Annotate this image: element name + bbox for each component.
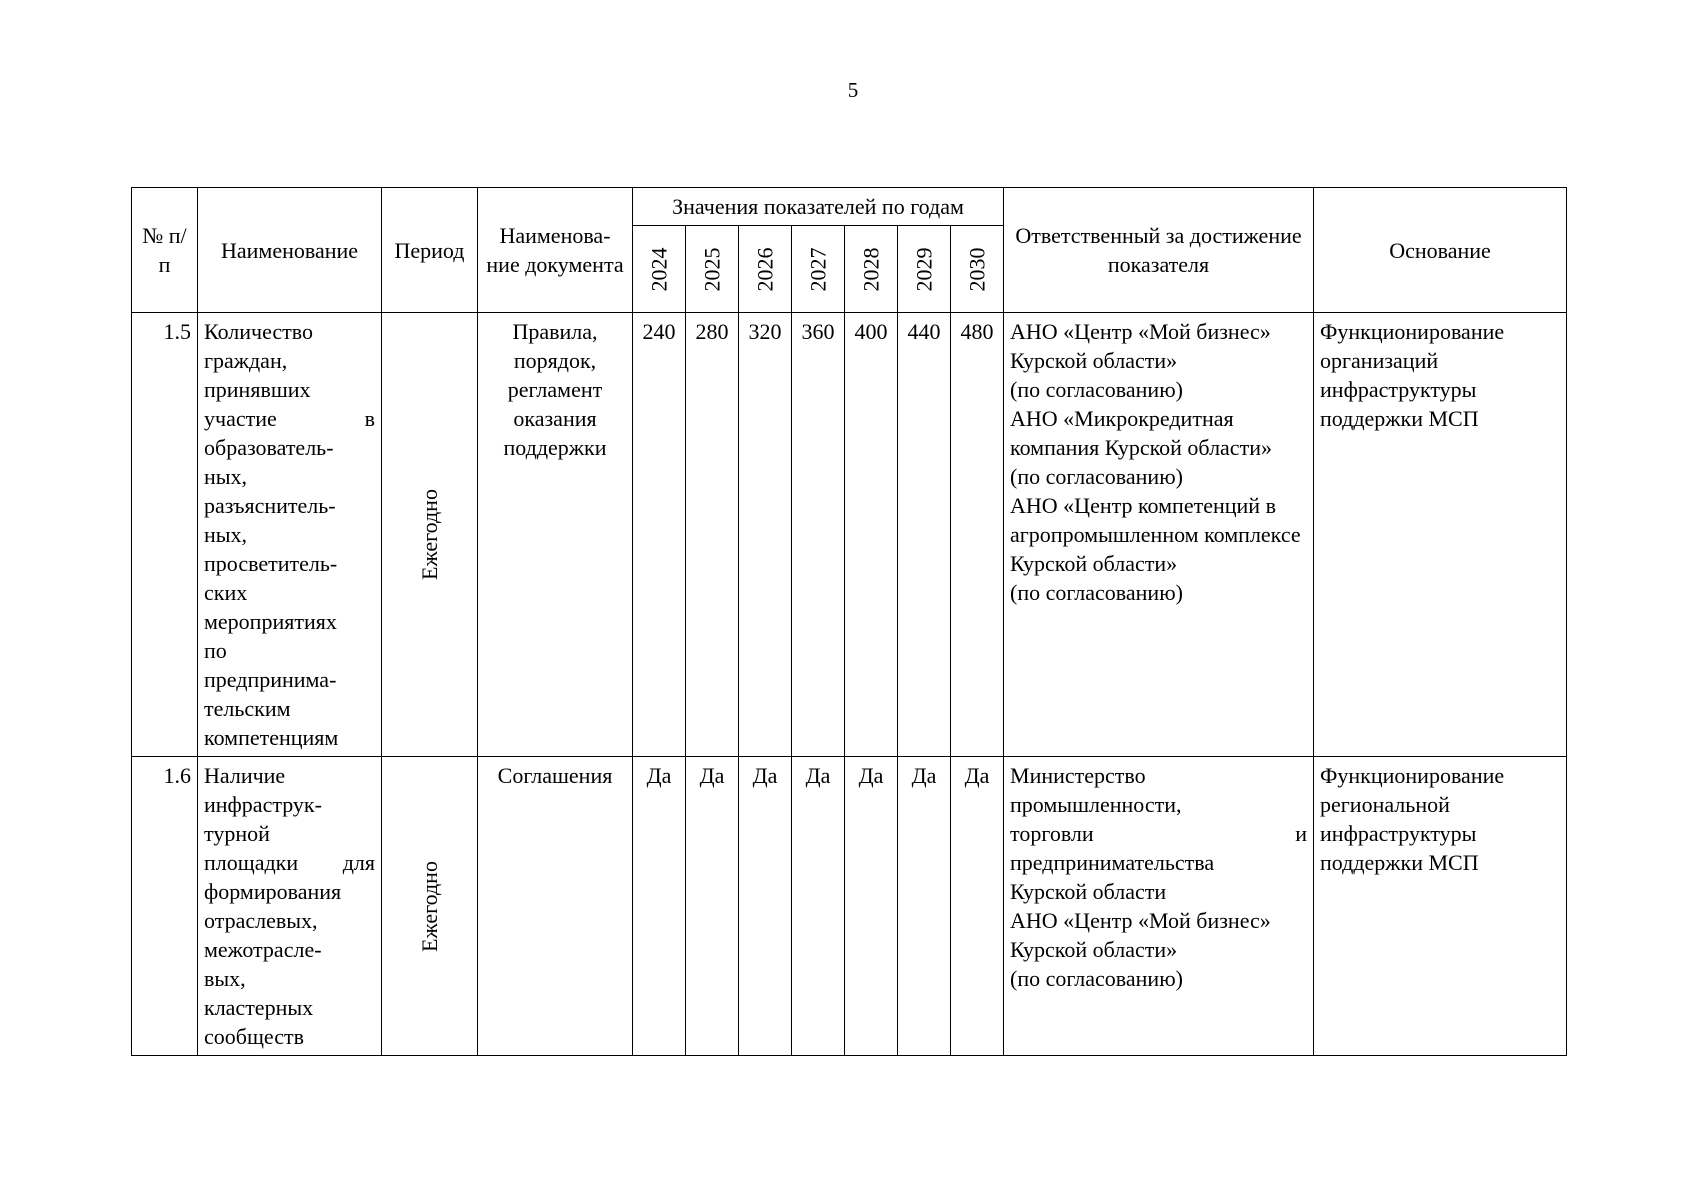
period-cell: [382, 757, 478, 1056]
value-2027: 360: [792, 313, 845, 757]
header-period: Период: [382, 188, 478, 313]
document-name: Соглашения: [478, 757, 633, 1056]
name-line: формирования: [204, 879, 342, 904]
responsible-line: [1010, 819, 1307, 848]
value-2028: 400: [845, 313, 898, 757]
period-text: Ежегодно: [416, 489, 442, 580]
responsible-line: (по согласованию): [1010, 580, 1183, 605]
value-2025: 280: [686, 313, 739, 757]
responsible-line: (по согласованию): [1010, 966, 1183, 991]
basis: Функционирование организаций инфраструктуры поддержки МСП: [1314, 313, 1567, 757]
responsible-line: промышленности,: [1010, 792, 1182, 817]
value-2024: 240: [633, 313, 686, 757]
responsible-line: (по согласованию): [1010, 377, 1183, 402]
header-row: [132, 188, 1567, 226]
name-line: турной: [204, 821, 270, 846]
name-line: [204, 848, 375, 877]
responsible-word: торговли: [1010, 821, 1094, 846]
name-line: по: [204, 638, 227, 663]
name-line: межотрасле-: [204, 937, 322, 962]
header-year: [792, 226, 845, 313]
name-line: инфраструк-: [204, 792, 322, 817]
name-line: сообществ: [204, 1024, 304, 1049]
name-line: мероприятиях: [204, 609, 337, 634]
name-line: ских: [204, 580, 248, 605]
year-label: 2029: [911, 247, 937, 291]
name-word: для: [342, 850, 375, 875]
responsible: [1004, 757, 1314, 1056]
responsible-line: Министерство: [1010, 763, 1146, 788]
name-line: разъяснитель-: [204, 493, 336, 518]
name-line: Количество: [204, 319, 314, 344]
responsible-line: предпринимательства: [1010, 850, 1215, 875]
responsible-line: Курской области: [1010, 879, 1167, 904]
name-line: ных,: [204, 464, 248, 489]
responsible-line: АНО «Центр «Мой бизнес» Курской области»: [1010, 319, 1271, 373]
responsible: [1004, 313, 1314, 757]
responsible-line: АНО «Центр «Мой бизнес» Курской области»: [1010, 908, 1271, 962]
value-2026: Да: [739, 757, 792, 1056]
header-year: [633, 226, 686, 313]
name-word: площадки: [204, 850, 299, 875]
name-line: принявших: [204, 377, 311, 402]
value-2024: Да: [633, 757, 686, 1056]
name-line: просветитель-: [204, 551, 338, 576]
value-2029: Да: [898, 757, 951, 1056]
period-cell: [382, 313, 478, 757]
header-name: Наименование: [198, 188, 382, 313]
row-number: 1.6: [132, 757, 198, 1056]
indicator-name: [198, 757, 382, 1056]
name-line: предпринима-: [204, 667, 337, 692]
page-number: 5: [847, 78, 859, 102]
table-row: [132, 313, 1567, 757]
name-line: [204, 404, 375, 433]
name-word: в: [364, 406, 375, 431]
header-basis: Основание: [1314, 188, 1567, 313]
basis: Функционирование региональной инфраструктуры поддержки МСП: [1314, 757, 1567, 1056]
name-line: тельским: [204, 696, 291, 721]
responsible-line: АНО «Центр компетенций в агропромышленном комплексе Курской области»: [1010, 493, 1301, 576]
year-label: 2030: [964, 247, 990, 291]
year-label: 2024: [646, 247, 672, 291]
name-line: кластерных: [204, 995, 314, 1020]
year-label: 2026: [752, 247, 778, 291]
year-label: 2025: [699, 247, 725, 291]
name-line: ных,: [204, 522, 248, 547]
value-2028: Да: [845, 757, 898, 1056]
document-name: Правила, порядок, регламент оказания поддержки: [478, 313, 633, 757]
row-number: 1.5: [132, 313, 198, 757]
responsible-line: АНО «Микрокредитная компания Курской области»: [1010, 406, 1272, 460]
name-line: вых,: [204, 966, 246, 991]
header-responsible: Ответственный за достижение показателя: [1004, 188, 1314, 313]
name-line: Наличие: [204, 763, 286, 788]
value-2025: Да: [686, 757, 739, 1056]
indicator-name: [198, 313, 382, 757]
year-label: 2027: [805, 247, 831, 291]
value-2029: 440: [898, 313, 951, 757]
value-2030: 480: [951, 313, 1004, 757]
year-label: 2028: [858, 247, 884, 291]
name-line: образователь-: [204, 435, 334, 460]
header-year: [739, 226, 792, 313]
header-year: [898, 226, 951, 313]
responsible-line: (по согласованию): [1010, 464, 1183, 489]
name-line: граждан,: [204, 348, 288, 373]
value-2030: Да: [951, 757, 1004, 1056]
name-line: компетенциям: [204, 725, 339, 750]
name-line: отраслевых,: [204, 908, 318, 933]
name-word: участие: [204, 406, 277, 431]
header-year: [951, 226, 1004, 313]
header-values-group: Значения показателей по годам: [633, 188, 1004, 226]
value-2027: Да: [792, 757, 845, 1056]
responsible-word: и: [1295, 821, 1308, 846]
table-row: [132, 757, 1567, 1056]
header-document: Наименова-ние документа: [478, 188, 633, 313]
header-year: [686, 226, 739, 313]
header-year: [845, 226, 898, 313]
period-text: Ежегодно: [416, 860, 442, 952]
header-num: № п/п: [132, 188, 198, 313]
value-2026: 320: [739, 313, 792, 757]
indicators-table: [131, 187, 1567, 1056]
